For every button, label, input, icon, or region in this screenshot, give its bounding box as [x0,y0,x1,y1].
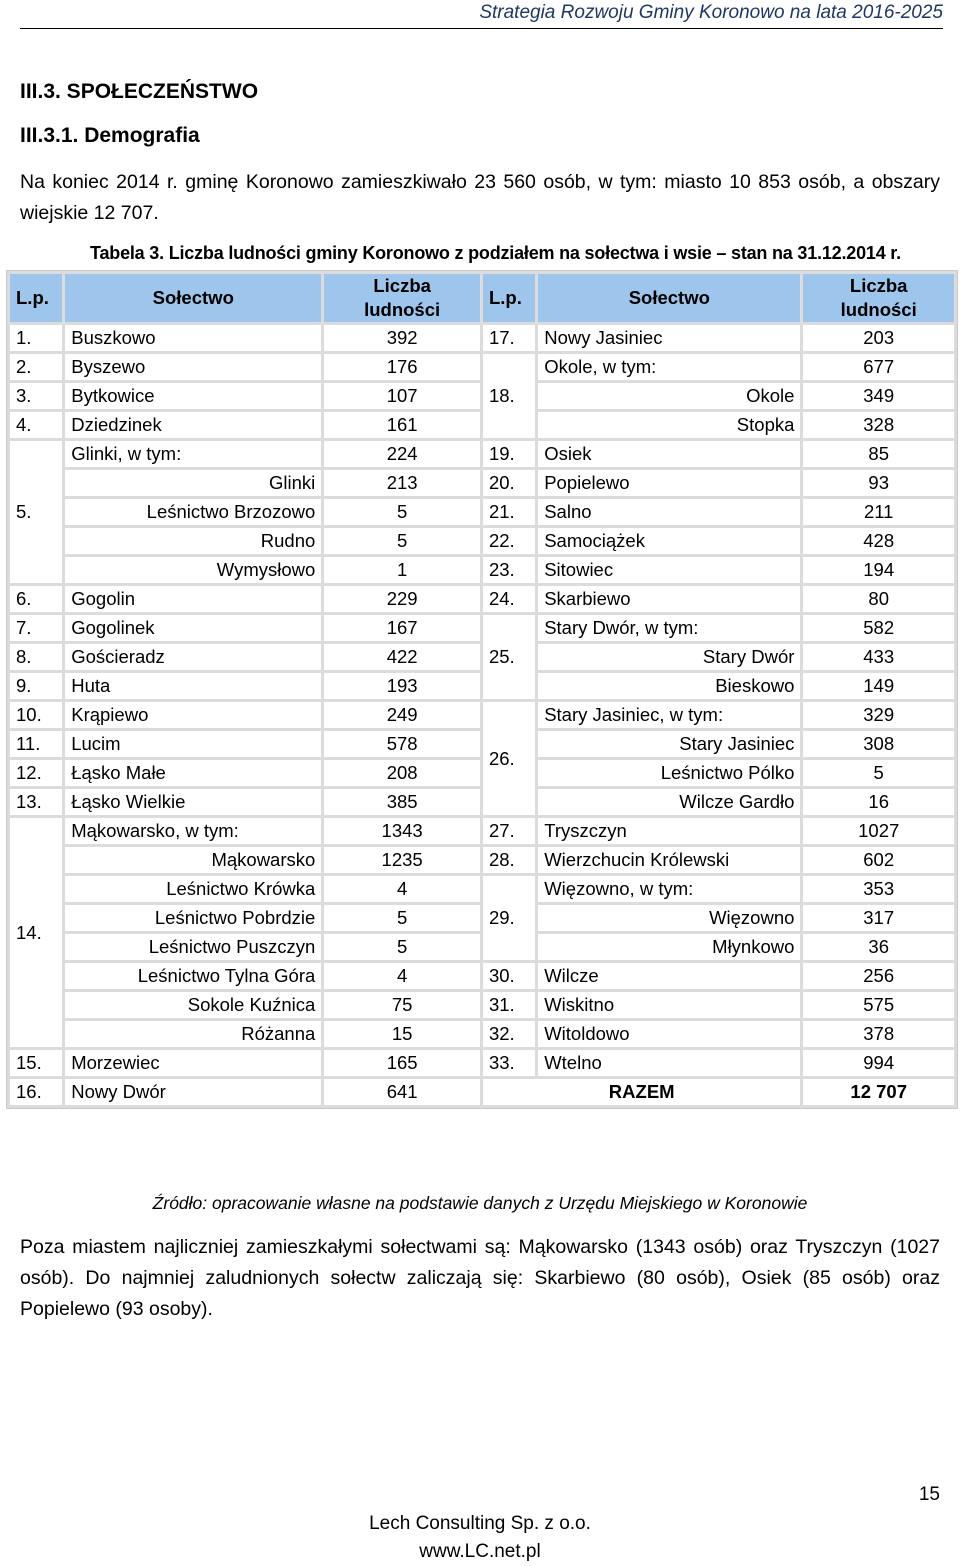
population-value: 378 [803,1021,954,1047]
solectwo-name: Salno [538,499,800,525]
solectwo-name: Huta [65,673,321,699]
population-value: 677 [803,354,954,380]
village-name: Więzowno [538,905,800,931]
solectwo-name: Osiek [538,441,800,467]
solectwo-name: Bytkowice [65,383,321,409]
population-value: 5 [324,499,480,525]
subsection-heading: III.3.1. Demografia [20,124,200,147]
solectwo-name: Tryszczyn [538,818,800,844]
table-row [10,354,954,380]
solectwo-name: Więzowno, w tym: [538,876,800,902]
table-row [10,441,954,467]
solectwo-name: Łąsko Małe [65,760,321,786]
header-lp-left: L.p. [10,274,62,322]
population-value: 1343 [324,818,480,844]
village-name: Glinki [65,470,321,496]
population-value: 107 [324,383,480,409]
population-value: 256 [803,963,954,989]
solectwo-name: Witoldowo [538,1021,800,1047]
solectwo-name: Gogolinek [65,615,321,641]
solectwo-name: Krąpiewo [65,702,321,728]
population-value: 224 [324,441,480,467]
population-value: 422 [324,644,480,670]
row-lp: 32. [483,1021,535,1047]
village-name: Leśnictwo Pólko [538,760,800,786]
table-row [10,876,954,902]
row-lp: 10. [10,702,62,728]
table-row [10,847,954,873]
row-lp: 8. [10,644,62,670]
population-value: 1027 [803,818,954,844]
population-value: 5 [803,760,954,786]
population-value: 385 [324,789,480,815]
village-name: Leśnictwo Tylna Góra [65,963,321,989]
population-value: 308 [803,731,954,757]
solectwo-name: Wierzchucin Królewski [538,847,800,873]
row-lp: 13. [10,789,62,815]
population-value: 176 [324,354,480,380]
solectwo-name: Morzewiec [65,1050,321,1076]
row-lp: 33. [483,1050,535,1076]
solectwo-name: Sitowiec [538,557,800,583]
solectwo-name: Gościeradz [65,644,321,670]
solectwo-name: Byszewo [65,354,321,380]
table-row [10,470,954,496]
solectwo-name: Dziedzinek [65,412,321,438]
table-row [10,325,954,351]
village-name: Leśnictwo Krówka [65,876,321,902]
village-name: Leśnictwo Brzozowo [65,499,321,525]
population-value: 203 [803,325,954,351]
village-name: Stopka [538,412,800,438]
header-lp-right: L.p. [483,274,535,322]
total-label: RAZEM [483,1079,800,1105]
row-lp: 19. [483,441,535,467]
row-lp: 4. [10,412,62,438]
solectwo-name: Wiskitno [538,992,800,1018]
population-value: 575 [803,992,954,1018]
table-caption: Tabela 3. Liczba ludności gminy Koronowo z podziałem na sołectwa i wsie – stan na 31.12.2014 r. [90,243,901,263]
row-lp: 15. [10,1050,62,1076]
population-value: 167 [324,615,480,641]
row-lp: 25. [483,615,535,699]
population-table [6,270,958,1109]
population-value: 213 [324,470,480,496]
row-lp: 1. [10,325,62,351]
row-lp: 20. [483,470,535,496]
row-lp: 21. [483,499,535,525]
row-lp: 7. [10,615,62,641]
row-lp: 22. [483,528,535,554]
population-value: 229 [324,586,480,612]
table-header-row [10,274,954,322]
table-row [10,1021,954,1047]
table-row [10,818,954,844]
solectwo-name: Gogolin [65,586,321,612]
population-value: 4 [324,876,480,902]
population-value: 392 [324,325,480,351]
solectwo-name: Stary Dwór, w tym: [538,615,800,641]
village-name: Okole [538,383,800,409]
row-lp: 28. [483,847,535,873]
population-value: 641 [324,1079,480,1105]
population-value: 80 [803,586,954,612]
population-value: 16 [803,789,954,815]
solectwo-name: Nowy Jasiniec [538,325,800,351]
village-name: Rudno [65,528,321,554]
population-value: 353 [803,876,954,902]
solectwo-name: Glinki, w tym: [65,441,321,467]
row-lp: 23. [483,557,535,583]
population-value: 5 [324,934,480,960]
table-row [10,1050,954,1076]
solectwo-name: Łąsko Wielkie [65,789,321,815]
village-name: Leśnictwo Pobrdzie [65,905,321,931]
solectwo-name: Wtelno [538,1050,800,1076]
row-lp: 5. [10,441,62,583]
village-name: Wilcze Gardło [538,789,800,815]
village-name: Młynkowo [538,934,800,960]
solectwo-name: Samociążek [538,528,800,554]
intro-paragraph: Na koniec 2014 r. gminę Koronowo zamieszkiwało 23 560 osób, w tym: miasto 10 853 osób, a obszary wiejskie 12 707. [20,171,940,224]
row-lp: 31. [483,992,535,1018]
table-row [10,963,954,989]
population-value: 328 [803,412,954,438]
solectwo-name: Popielewo [538,470,800,496]
table-row [10,1079,954,1105]
header-solectwo-right: Sołectwo [538,274,800,322]
row-lp: 18. [483,354,535,438]
row-lp: 3. [10,383,62,409]
population-value: 211 [803,499,954,525]
page-number: 15 [918,1484,940,1505]
population-value: 193 [324,673,480,699]
summary-paragraph: Poza miastem najliczniej zamieszkałymi sołectwami są: Mąkowarsko (1343 osób) oraz Tryszczyn (1027 osób). Do najmniej zaludnionych sołectw zaliczają się: Skarbiewo (80 osób), Osiek (85 osób) oraz Popielewo (93 osoby). [20,1236,940,1320]
solectwo-name: Nowy Dwór [65,1079,321,1105]
population-value: 578 [324,731,480,757]
row-lp: 11. [10,731,62,757]
population-value: 165 [324,1050,480,1076]
village-name: Wymysłowo [65,557,321,583]
header-liczba-right: Liczba ludności [803,274,954,322]
header-solectwo-left: Sołectwo [65,274,321,322]
village-name: Mąkowarsko [65,847,321,873]
population-value: 149 [803,673,954,699]
village-name: Stary Dwór [538,644,800,670]
row-lp: 30. [483,963,535,989]
solectwo-name: Lucim [65,731,321,757]
village-name: Sokole Kuźnica [65,992,321,1018]
village-name: Stary Jasiniec [538,731,800,757]
row-lp: 16. [10,1079,62,1105]
population-value: 317 [803,905,954,931]
footer-url[interactable]: www.LC.net.pl [419,1541,541,1562]
village-name: Bieskowo [538,673,800,699]
row-lp: 14. [10,818,62,1047]
population-value: 93 [803,470,954,496]
total-value: 12 707 [803,1079,954,1105]
population-value: 602 [803,847,954,873]
table-row [10,557,954,583]
section-heading: III.3. SPOŁECZEŃSTWO [20,80,259,103]
footer-company: Lech Consulting Sp. z o.o. [369,1513,591,1534]
village-name: Różanna [65,1021,321,1047]
population-value: 75 [324,992,480,1018]
row-lp: 26. [483,702,535,815]
row-lp: 12. [10,760,62,786]
row-lp: 2. [10,354,62,380]
header-liczba-left: Liczba ludności [324,274,480,322]
footer [0,1510,960,1566]
population-value: 994 [803,1050,954,1076]
population-value: 1 [324,557,480,583]
population-value: 1235 [324,847,480,873]
population-value: 194 [803,557,954,583]
solectwo-name: Buszkowo [65,325,321,351]
row-lp: 6. [10,586,62,612]
solectwo-name: Wilcze [538,963,800,989]
row-lp: 9. [10,673,62,699]
row-lp: 27. [483,818,535,844]
population-value: 4 [324,963,480,989]
population-value: 85 [803,441,954,467]
population-value: 428 [803,528,954,554]
solectwo-name: Skarbiewo [538,586,800,612]
solectwo-name: Mąkowarsko, w tym: [65,818,321,844]
solectwo-name: Stary Jasiniec, w tym: [538,702,800,728]
row-lp: 24. [483,586,535,612]
village-name: Leśnictwo Puszczyn [65,934,321,960]
table-source: Źródło: opracowanie własne na podstawie danych z Urzędu Miejskiego w Koronowie [152,1193,808,1213]
running-header: Strategia Rozwoju Gminy Koronowo na lata 2016-2025 [20,0,943,29]
table-row [10,586,954,612]
table-row [10,992,954,1018]
table-row [10,528,954,554]
row-lp: 29. [483,876,535,960]
population-value: 5 [324,905,480,931]
population-value: 36 [803,934,954,960]
population-value: 582 [803,615,954,641]
population-value: 349 [803,383,954,409]
solectwo-name: Okole, w tym: [538,354,800,380]
table-row [10,615,954,641]
population-value: 161 [324,412,480,438]
table-row [10,702,954,728]
population-value: 5 [324,528,480,554]
population-value: 249 [324,702,480,728]
row-lp: 17. [483,325,535,351]
population-value: 15 [324,1021,480,1047]
table-row [10,499,954,525]
population-value: 433 [803,644,954,670]
population-value: 329 [803,702,954,728]
population-value: 208 [324,760,480,786]
